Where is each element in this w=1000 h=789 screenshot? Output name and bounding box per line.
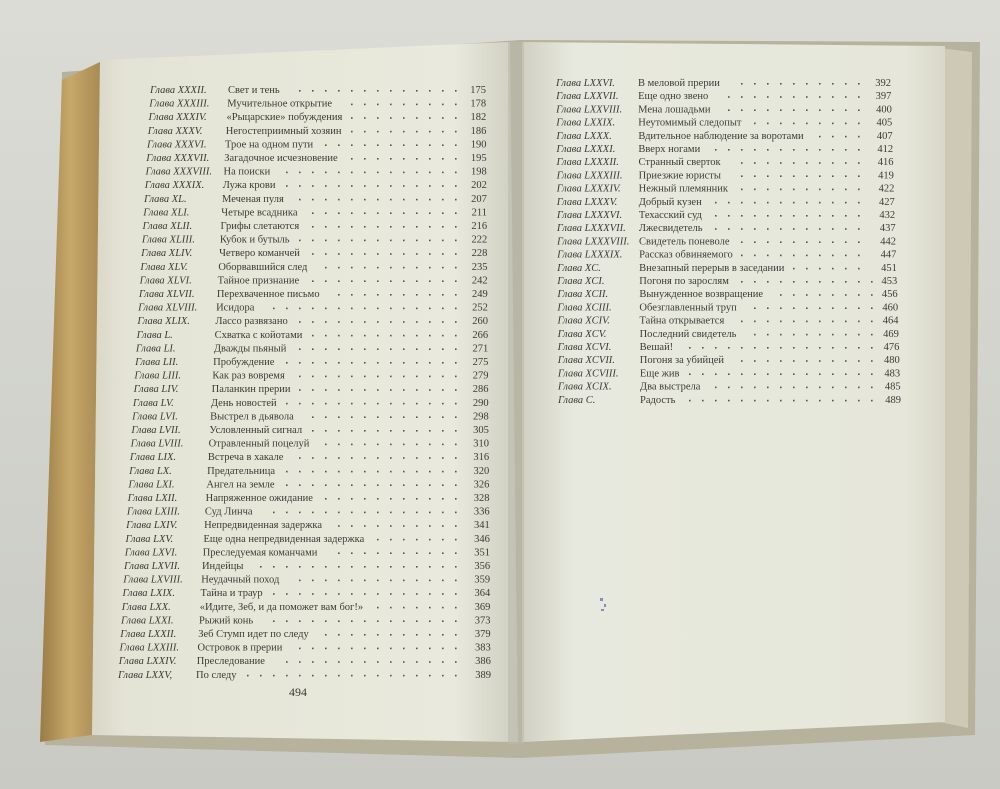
chapter-page: 379 [474, 629, 491, 640]
chapter-page: 356 [474, 561, 491, 572]
chapter-label: Глава LXXVIII. [556, 104, 623, 116]
chapter-page: 175 [470, 85, 486, 96]
chapter-title: Исидора [216, 302, 255, 314]
chapter-label: Глава LXII. [127, 493, 178, 504]
chapter-label: Глава LIII. [134, 370, 182, 382]
chapter-page: 235 [471, 261, 488, 273]
chapter-page: 392 [875, 78, 891, 89]
chapter-page: 216 [471, 221, 488, 232]
chapter-label: Глава LXIX. [122, 588, 175, 600]
chapter-title: Предательница [207, 465, 276, 477]
chapter-page: 485 [884, 381, 901, 393]
chapter-title: Последний свидетель [639, 328, 737, 340]
chapter-page: 447 [880, 249, 897, 261]
chapter-title: Лжесвидетель [638, 223, 703, 235]
chapter-label: Глава XLII. [142, 221, 193, 232]
chapter-label: Глава XXXIV. [148, 112, 207, 124]
chapter-page: 186 [470, 125, 487, 137]
chapter-title: Свет и тень [228, 85, 280, 96]
chapter-page: 222 [471, 234, 488, 246]
chapter-page: 383 [475, 642, 491, 654]
chapter-label: Глава LXXI. [120, 615, 174, 627]
chapter-label: Глава XXXVIII. [145, 166, 213, 178]
chapter-title: Индейцы [201, 561, 244, 572]
chapter-title: Еще жив [639, 368, 680, 380]
chapter-page: 432 [879, 210, 896, 221]
chapter-label: Глава LXXX. [556, 130, 612, 142]
chapter-label: Глава L. [136, 329, 173, 341]
chapter-label: Глава LXXXIX. [557, 249, 623, 261]
chapter-label: Глава LXXXIII. [556, 170, 623, 182]
chapter-title: Свидетель поневоле [639, 236, 730, 248]
chapter-title: Внезапный перерыв в заседании [639, 262, 785, 274]
chapter-label: Глава LX. [129, 465, 172, 477]
chapter-title: Загадочное исчезновение [224, 153, 338, 164]
chapter-page: 442 [880, 236, 896, 248]
chapter-label: Глава LV. [132, 397, 174, 409]
chapter-label: Глава XLVII. [138, 289, 195, 300]
chapter-page: 405 [876, 117, 893, 129]
chapter-title: Как раз вовремя [212, 370, 285, 382]
chapter-label: Глава LXX. [121, 601, 171, 613]
dot-leader [689, 400, 873, 402]
chapter-title: Обезглавленный труп [639, 302, 737, 314]
chapter-title: Преследование [196, 656, 265, 668]
chapter-title: Странный сверток [638, 157, 721, 169]
left-page-edges [40, 62, 100, 742]
chapter-page: 275 [472, 357, 489, 368]
chapter-page: 211 [471, 207, 488, 219]
chapter-label: Глава LXXXII. [556, 157, 619, 169]
gutter [508, 42, 524, 744]
chapter-title: Четыре всадника [221, 207, 298, 219]
chapter-page: 298 [473, 411, 489, 423]
dot-leader [273, 620, 457, 622]
chapter-label: Глава XLVIII. [138, 302, 198, 314]
chapter-page: 328 [473, 493, 490, 504]
chapter-page: 464 [882, 315, 899, 327]
chapter-title: Тайна и траур [200, 588, 263, 600]
chapter-page: 178 [470, 98, 487, 110]
chapter-page: 286 [472, 384, 489, 396]
chapter-title: Неудачный поход [201, 574, 280, 586]
chapter-page: 207 [471, 193, 487, 205]
chapter-label: Глава XXXII. [150, 85, 207, 96]
chapter-page: 202 [471, 180, 487, 192]
chapter-label: Глава XCVII. [557, 355, 615, 367]
chapter-page: 198 [470, 166, 487, 178]
chapter-title: Кубок и бутыль [219, 234, 290, 246]
chapter-label: Глава LXXV, [118, 669, 173, 681]
chapter-title: Погоня по зарослям [639, 276, 729, 287]
chapter-title: Четверо команчей [219, 248, 300, 260]
chapter-label: Глава LIX. [129, 452, 177, 464]
dot-leader [689, 347, 873, 349]
chapter-label: Глава LXXXV. [556, 196, 618, 208]
dot-leader [273, 512, 457, 514]
chapter-title: Вынужденное возвращение [639, 289, 764, 301]
page-folio: 494 [289, 685, 307, 699]
chapter-label: Глава LXVII. [123, 561, 180, 572]
chapter-page: 456 [881, 289, 898, 301]
chapter-page: 320 [473, 465, 490, 477]
chapter-label: Глава XCV. [557, 328, 607, 340]
chapter-page: 346 [474, 533, 490, 545]
chapter-page: 316 [473, 452, 490, 464]
chapter-title: «Рыцарские» побуждения [226, 112, 343, 124]
chapter-title: Грифы слетаются [220, 221, 300, 232]
chapter-page: 190 [470, 139, 487, 151]
chapter-label: Глава XCI. [557, 276, 605, 287]
chapter-label: Глава C. [558, 394, 596, 406]
chapter-title: Погоня за убийцей [639, 355, 724, 367]
chapter-title: В меловой прерии [638, 78, 720, 89]
chapter-title: Меченая пуля [222, 193, 284, 205]
chapter-title: Островок в прерии [197, 642, 283, 654]
chapter-page: 182 [470, 112, 487, 124]
chapter-label: Глава XLIII. [141, 234, 195, 246]
chapter-title: День новостей [210, 397, 277, 409]
chapter-label: Глава XXXIX. [144, 180, 205, 192]
chapter-page: 476 [883, 342, 900, 353]
chapter-title: Техасский суд [638, 210, 702, 221]
chapter-label: Глава LXXVII. [556, 91, 619, 103]
chapter-page: 389 [475, 669, 491, 681]
chapter-page: 419 [878, 170, 894, 182]
chapter-title: Преследуемая команчами [202, 547, 318, 559]
chapter-title: Встреча в хакале [207, 452, 284, 464]
chapter-label: Глава XLI. [143, 207, 190, 219]
chapter-page: 480 [884, 355, 900, 367]
chapter-page: 252 [472, 302, 488, 314]
chapter-title: Еще одна непредвиденная задержка [203, 533, 365, 545]
chapter-label: Глава LVI. [132, 411, 178, 423]
chapter-title: Зеб Стумп идет по следу [198, 629, 309, 640]
chapter-page: 489 [885, 394, 901, 406]
chapter-title: Лассо развязано [215, 316, 288, 328]
chapter-title: Мучительное открытие [227, 98, 333, 110]
chapter-title: Лужа крови [222, 180, 276, 192]
chapter-page: 386 [475, 656, 491, 668]
chapter-label: Глава LXXIX. [556, 117, 616, 129]
chapter-page: 351 [474, 547, 490, 559]
chapter-label: Глава LIV. [133, 384, 179, 396]
chapter-title: Оборвавшийся след [218, 261, 308, 273]
chapter-title: Напряженное ожидание [205, 493, 313, 504]
chapter-title: Приезжие юристы [638, 170, 721, 182]
chapter-label: Глава LI. [135, 343, 176, 355]
chapter-title: Добрый кузен [638, 196, 702, 208]
chapter-label: Глава XL. [144, 193, 187, 205]
chapter-title: Вверх ногами [638, 144, 701, 155]
chapter-label: Глава XCII. [557, 289, 609, 301]
chapter-title: Паланкин прерии [211, 384, 291, 396]
chapter-title: Выстрел в дьявола [210, 411, 294, 423]
chapter-label: Глава LXXIV. [118, 656, 177, 668]
chapter-title: Схватка с койотами [214, 329, 303, 341]
chapter-page: 310 [473, 438, 490, 450]
chapter-label: Глава LXVIII. [123, 574, 183, 586]
chapter-title: На поиски [223, 166, 271, 178]
chapter-label: Глава XCVIII. [557, 368, 619, 380]
chapter-label: Глава LXXXIV. [556, 183, 621, 195]
chapter-page: 369 [474, 601, 491, 613]
chapter-title: Трое на одном пути [225, 139, 314, 151]
chapter-title: Мена лошадьми [638, 104, 711, 116]
chapter-page: 290 [472, 397, 489, 409]
chapter-page: 305 [473, 425, 489, 436]
chapter-title: Суд Линча [204, 506, 253, 518]
chapter-page: 195 [470, 153, 487, 164]
chapter-label: Глава XLV. [140, 261, 188, 273]
chapter-label: Глава XC. [557, 262, 601, 274]
chapter-label: Глава LXV. [125, 533, 174, 545]
chapter-title: Тайное признание [217, 275, 300, 287]
chapter-title: Пробуждение [213, 357, 275, 368]
chapter-label: Глава XLVI. [139, 275, 192, 287]
chapter-label: Глава LXXIII. [119, 642, 180, 654]
chapter-label: Глава LXXXVII. [556, 223, 626, 235]
chapter-title: Условленный сигнал [209, 425, 303, 436]
chapter-label: Глава XCIX. [557, 381, 612, 393]
chapter-label: Глава XLIX. [137, 316, 190, 328]
chapter-page: 260 [472, 316, 488, 328]
chapter-label: Глава XCIV. [557, 315, 610, 327]
chapter-title: Нежный племянник [638, 183, 729, 195]
chapter-title: Тайна открывается [639, 315, 725, 327]
chapter-label: Глава LII. [135, 357, 179, 368]
dot-leader [273, 308, 457, 310]
chapter-title: По следу [196, 669, 237, 681]
chapter-page: 469 [883, 328, 899, 340]
chapter-title: Рассказ обвиняемого [639, 249, 733, 261]
chapter-page: 242 [471, 275, 488, 287]
chapter-title: Негостеприимный хозяин [225, 125, 342, 137]
chapter-label: Глава XLIV. [141, 248, 193, 260]
chapter-page: 249 [471, 289, 488, 300]
dot-leader [273, 593, 457, 595]
chapter-title: Рыжий конь [198, 615, 254, 627]
chapter-page: 364 [474, 588, 491, 600]
chapter-label: Глава LVIII. [130, 438, 184, 450]
chapter-title: Вешай! [639, 342, 674, 353]
chapter-page: 412 [877, 144, 894, 155]
chapter-label: Глава LXVI. [124, 547, 178, 559]
chapter-label: Глава LVII. [131, 425, 181, 436]
chapter-page: 460 [882, 302, 899, 314]
chapter-title: Непредвиденная задержка [204, 520, 323, 532]
chapter-page: 271 [472, 343, 489, 355]
chapter-page: 266 [472, 329, 489, 341]
chapter-page: 397 [875, 91, 892, 103]
chapter-page: 400 [876, 104, 892, 116]
chapter-page: 228 [471, 248, 488, 260]
chapter-label: Глава XXXV. [147, 125, 203, 137]
chapter-title: Вдительное наблюдение за воротами [638, 130, 804, 142]
chapter-label: Глава XXXVI. [147, 139, 207, 151]
chapter-title: Два выстрела [639, 381, 701, 393]
chapter-label: Глава LXIV. [126, 520, 178, 532]
chapter-label: Глава XCIII. [557, 302, 612, 314]
chapter-title: Еще одно звено [638, 91, 709, 103]
chapter-label: Глава LXI. [128, 479, 175, 491]
chapter-page: 427 [879, 196, 895, 208]
chapter-label: Глава XXXIII. [149, 98, 210, 110]
chapter-page: 336 [473, 506, 490, 518]
chapter-label: Глава LXXXVIII. [557, 236, 630, 248]
chapter-label: Глава LXXII. [120, 629, 177, 640]
chapter-page: 451 [881, 262, 897, 274]
chapter-title: Ангел на земле [206, 479, 275, 491]
chapter-page: 279 [472, 370, 489, 382]
chapter-label: Глава XCVI. [557, 342, 612, 353]
chapter-title: Дважды пьяный [213, 343, 287, 355]
chapter-label: Глава LXXXI. [556, 144, 616, 155]
chapter-page: 407 [876, 130, 893, 142]
chapter-page: 359 [474, 574, 491, 586]
chapter-label: Глава XXXVII. [146, 153, 210, 164]
chapter-title: Неутомимый следопыт [638, 117, 742, 129]
chapter-title: Перехваченное письмо [216, 289, 320, 300]
chapter-page: 437 [879, 223, 896, 235]
chapter-page: 483 [884, 368, 901, 380]
chapter-page: 422 [878, 183, 895, 195]
chapter-page: 341 [473, 520, 490, 532]
chapter-page: 326 [473, 479, 490, 491]
chapter-title: Отравленный поцелуй [208, 438, 310, 450]
chapter-title: «Идите, Зеб, и да поможет вам бог!» [199, 601, 364, 613]
dot-leader [689, 373, 873, 375]
chapter-page: 453 [881, 276, 898, 287]
chapter-label: Глава LXXXVI. [556, 210, 623, 221]
chapter-page: 416 [877, 157, 894, 169]
chapter-title: Радость [640, 394, 676, 406]
chapter-label: Глава LXXVI. [556, 78, 615, 89]
chapter-page: 373 [474, 615, 491, 627]
chapter-label: Глава LXIII. [126, 506, 181, 518]
